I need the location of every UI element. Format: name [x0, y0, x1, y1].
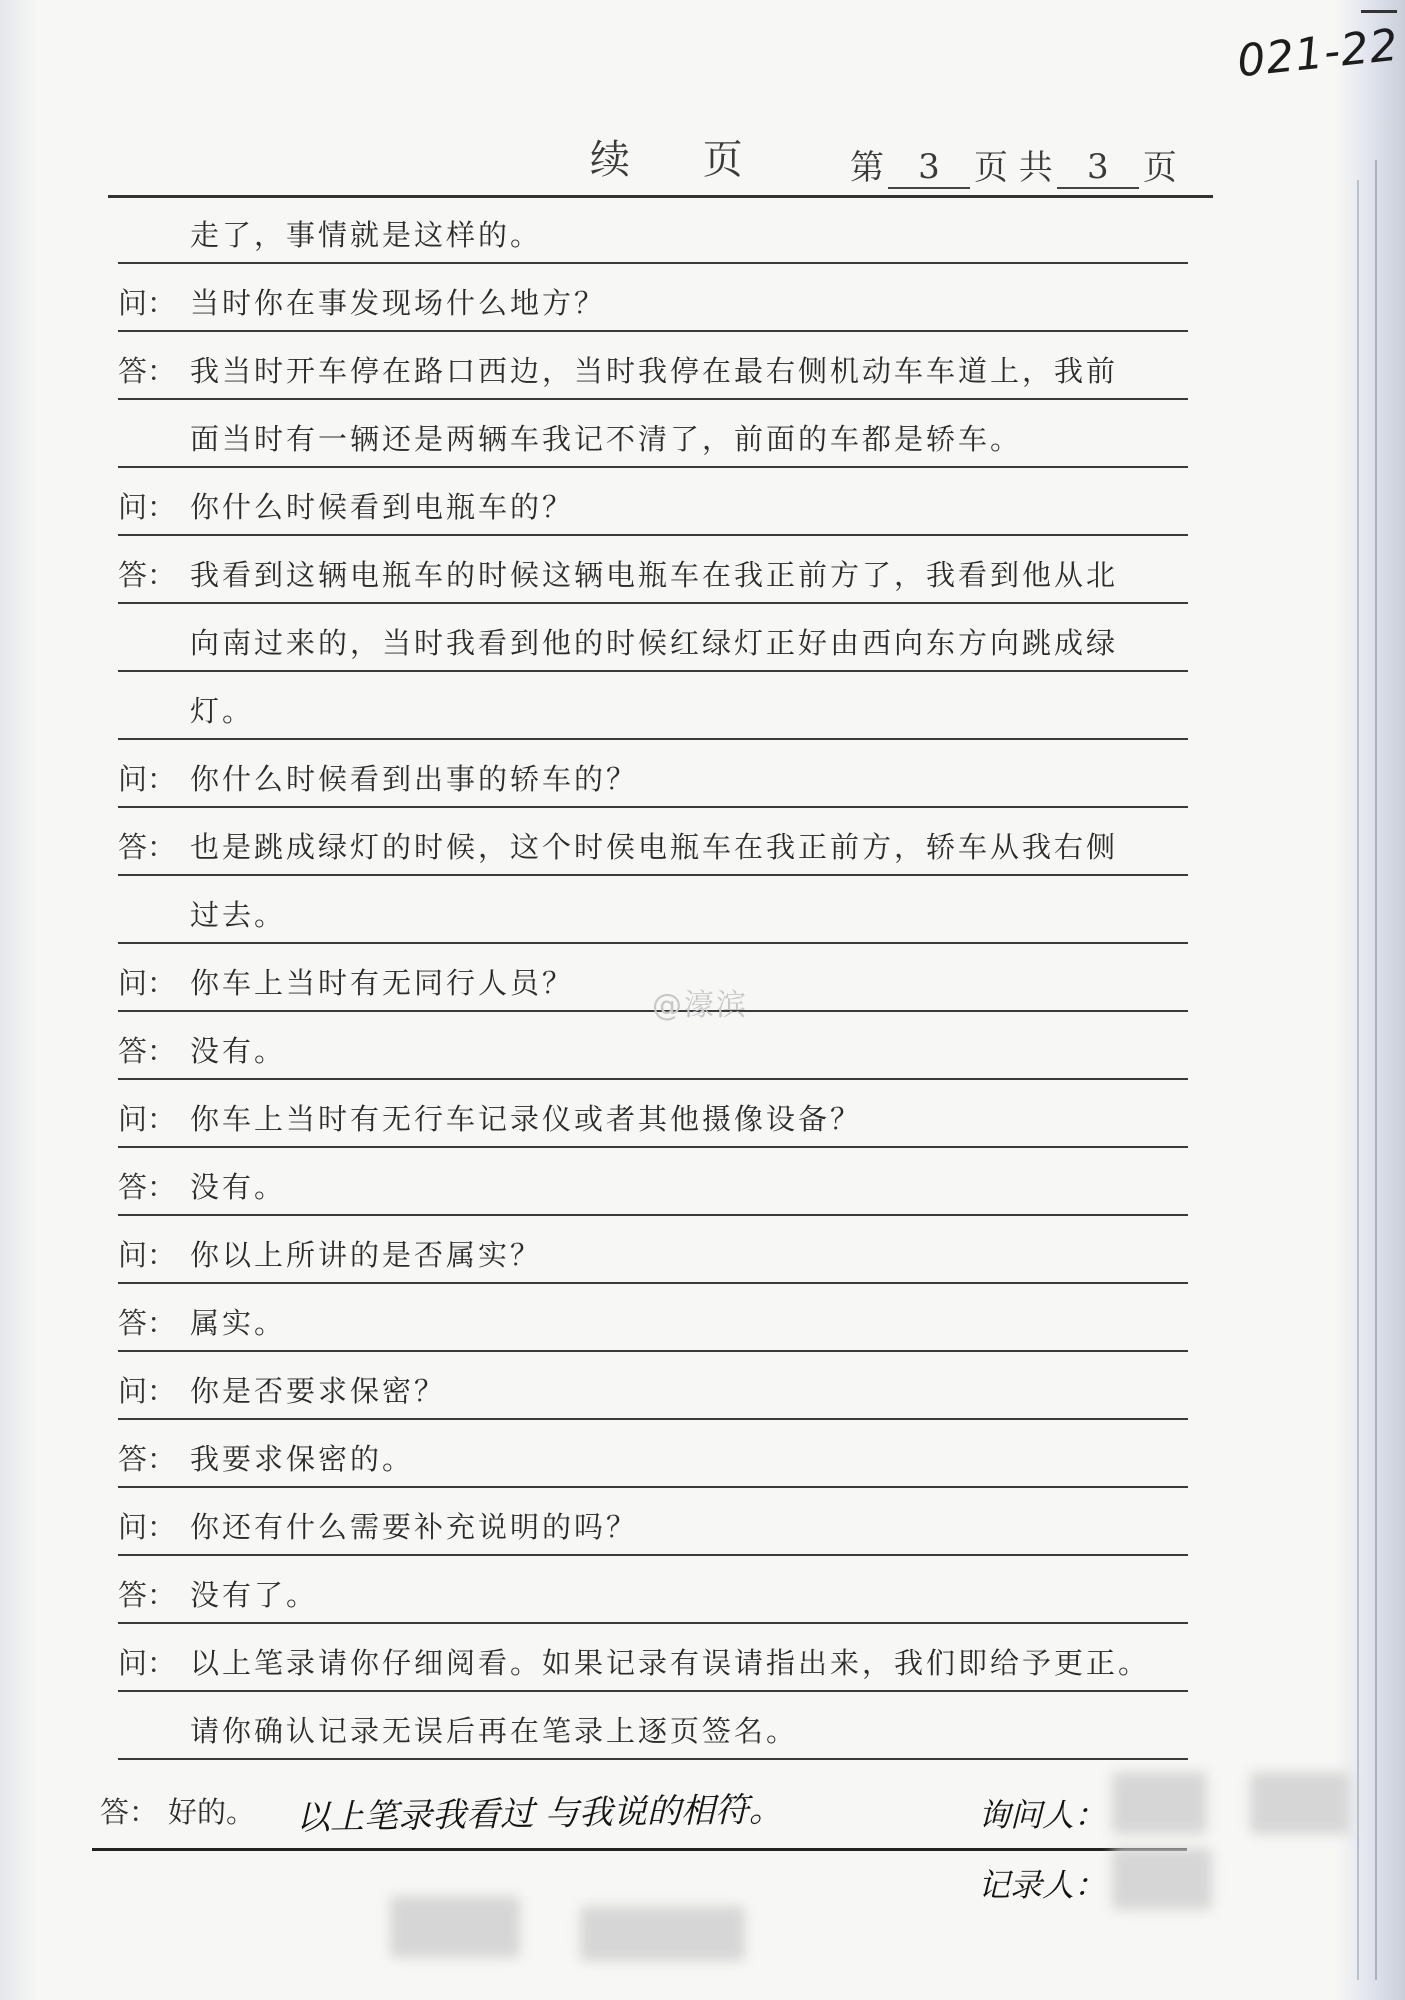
- line-text: 过去。: [190, 898, 287, 932]
- transcript-line: [118, 672, 1188, 740]
- line-label: 问：: [118, 1510, 177, 1544]
- line-text: 请你确认记录无误后再在笔录上逐页签名。: [190, 1714, 799, 1748]
- handwritten-confirmation: 以上笔录我看过 与我说的相符。: [295, 1789, 784, 1839]
- line-text: 我当时开车停在路口西边，当时我停在最右侧机动车车道上，我前: [190, 354, 1119, 388]
- line-text: 没有。: [190, 1034, 287, 1068]
- recorder-signature-label: 记录人：: [978, 1866, 1107, 1904]
- transcript-line: [118, 1148, 1188, 1216]
- transcript-line: [118, 1216, 1188, 1284]
- line-label: 答：: [118, 354, 177, 388]
- transcript-line: [118, 1352, 1188, 1420]
- line-label: 问：: [118, 762, 177, 796]
- line-text: 向南过来的，当时我看到他的时候红绿灯正好由西向东方向跳成绿: [190, 626, 1119, 660]
- line-text: 没有了。: [190, 1578, 319, 1612]
- watermark: @濠滨: [652, 988, 748, 1023]
- line-text: 你车上当时有无行车记录仪或者其他摄像设备？: [190, 1102, 863, 1136]
- transcript-line: [118, 264, 1188, 332]
- line-label: 问：: [118, 490, 177, 524]
- line-text: 你什么时候看到出事的轿车的？: [190, 762, 639, 796]
- line-label: 答：: [118, 1170, 177, 1204]
- line-label: 问：: [118, 966, 177, 1000]
- transcript-line: [118, 1284, 1188, 1352]
- line-label: 答：: [118, 1306, 177, 1340]
- redacted-signature: [1112, 1772, 1207, 1834]
- transcript-line: [118, 740, 1188, 808]
- transcript-line: [118, 876, 1188, 944]
- line-label: 答：: [118, 830, 177, 864]
- signature-rule: [92, 1848, 1187, 1851]
- transcript-line: [118, 1420, 1188, 1488]
- line-label: 问：: [118, 1238, 177, 1272]
- line-text: 也是跳成绿灯的时候，这个时侯电瓶车在我正前方，轿车从我右侧: [190, 830, 1119, 864]
- page-title: 续 页: [590, 137, 773, 183]
- line-label: 答：: [118, 1442, 177, 1476]
- transcript-line: [118, 332, 1188, 400]
- line-text: 没有。: [190, 1170, 287, 1204]
- line-text: 以上笔录请你仔细阅看。如果记录有误请指出来，我们即给予更正。: [190, 1646, 1151, 1680]
- redacted-signature: [580, 1906, 745, 1961]
- transcript-line: [118, 1692, 1188, 1760]
- line-text: 灯。: [190, 694, 255, 728]
- line-label: 答：: [118, 1034, 177, 1068]
- transcript-line: [118, 808, 1188, 876]
- line-text: 属实。: [190, 1306, 287, 1340]
- line-text: 当时你在事发现场什么地方？: [190, 286, 607, 320]
- line-text: 我看到这辆电瓶车的时候这辆电瓶车在我正前方了，我看到他从北: [190, 558, 1119, 592]
- line-label: 问：: [118, 1374, 177, 1408]
- total-pages-number: 3: [1057, 147, 1139, 189]
- line-text: 走了，事情就是这样的。: [190, 218, 543, 252]
- line-label: 答：: [118, 558, 177, 592]
- line-text: 你车上当时有无同行人员？: [190, 966, 575, 1000]
- transcript-line: [118, 1624, 1188, 1692]
- redacted-signature: [1250, 1772, 1350, 1834]
- line-text: 你以上所讲的是否属实？: [190, 1238, 543, 1272]
- redacted-signature: [1112, 1848, 1212, 1910]
- transcript-line: [118, 604, 1188, 672]
- transcript-line: [118, 1080, 1188, 1148]
- line-label: 问：: [118, 286, 177, 320]
- final-answer-text: 好的。: [168, 1795, 256, 1829]
- transcript-line: [118, 400, 1188, 468]
- redacted-signature: [390, 1896, 520, 1958]
- line-label: 问：: [118, 1102, 177, 1136]
- inquirer-signature-label: 询问人：: [978, 1796, 1107, 1834]
- transcript-line: [118, 1488, 1188, 1556]
- page-mid: 页 共: [974, 148, 1053, 188]
- transcript-line: [118, 196, 1188, 264]
- line-label: 问：: [118, 1646, 177, 1680]
- transcript-line: [118, 1556, 1188, 1624]
- page-prefix: 第: [850, 148, 884, 188]
- line-text: 你什么时候看到电瓶车的？: [190, 490, 575, 524]
- page-suffix: 页: [1142, 148, 1177, 188]
- line-text: 你是否要求保密？: [190, 1374, 447, 1408]
- handwritten-page-number: 021-22: [1234, 19, 1402, 88]
- current-page-number: 3: [888, 147, 970, 189]
- transcript-line: [118, 468, 1188, 536]
- transcript-line: [118, 536, 1188, 604]
- line-label: 答：: [118, 1578, 177, 1612]
- line-text: 你还有什么需要补充说明的吗？: [190, 1510, 639, 1544]
- line-text: 我要求保密的。: [190, 1442, 415, 1476]
- line-text: 面当时有一辆还是两辆车我记不清了，前面的车都是轿车。: [190, 422, 1023, 456]
- final-answer-label: 答：: [100, 1795, 159, 1829]
